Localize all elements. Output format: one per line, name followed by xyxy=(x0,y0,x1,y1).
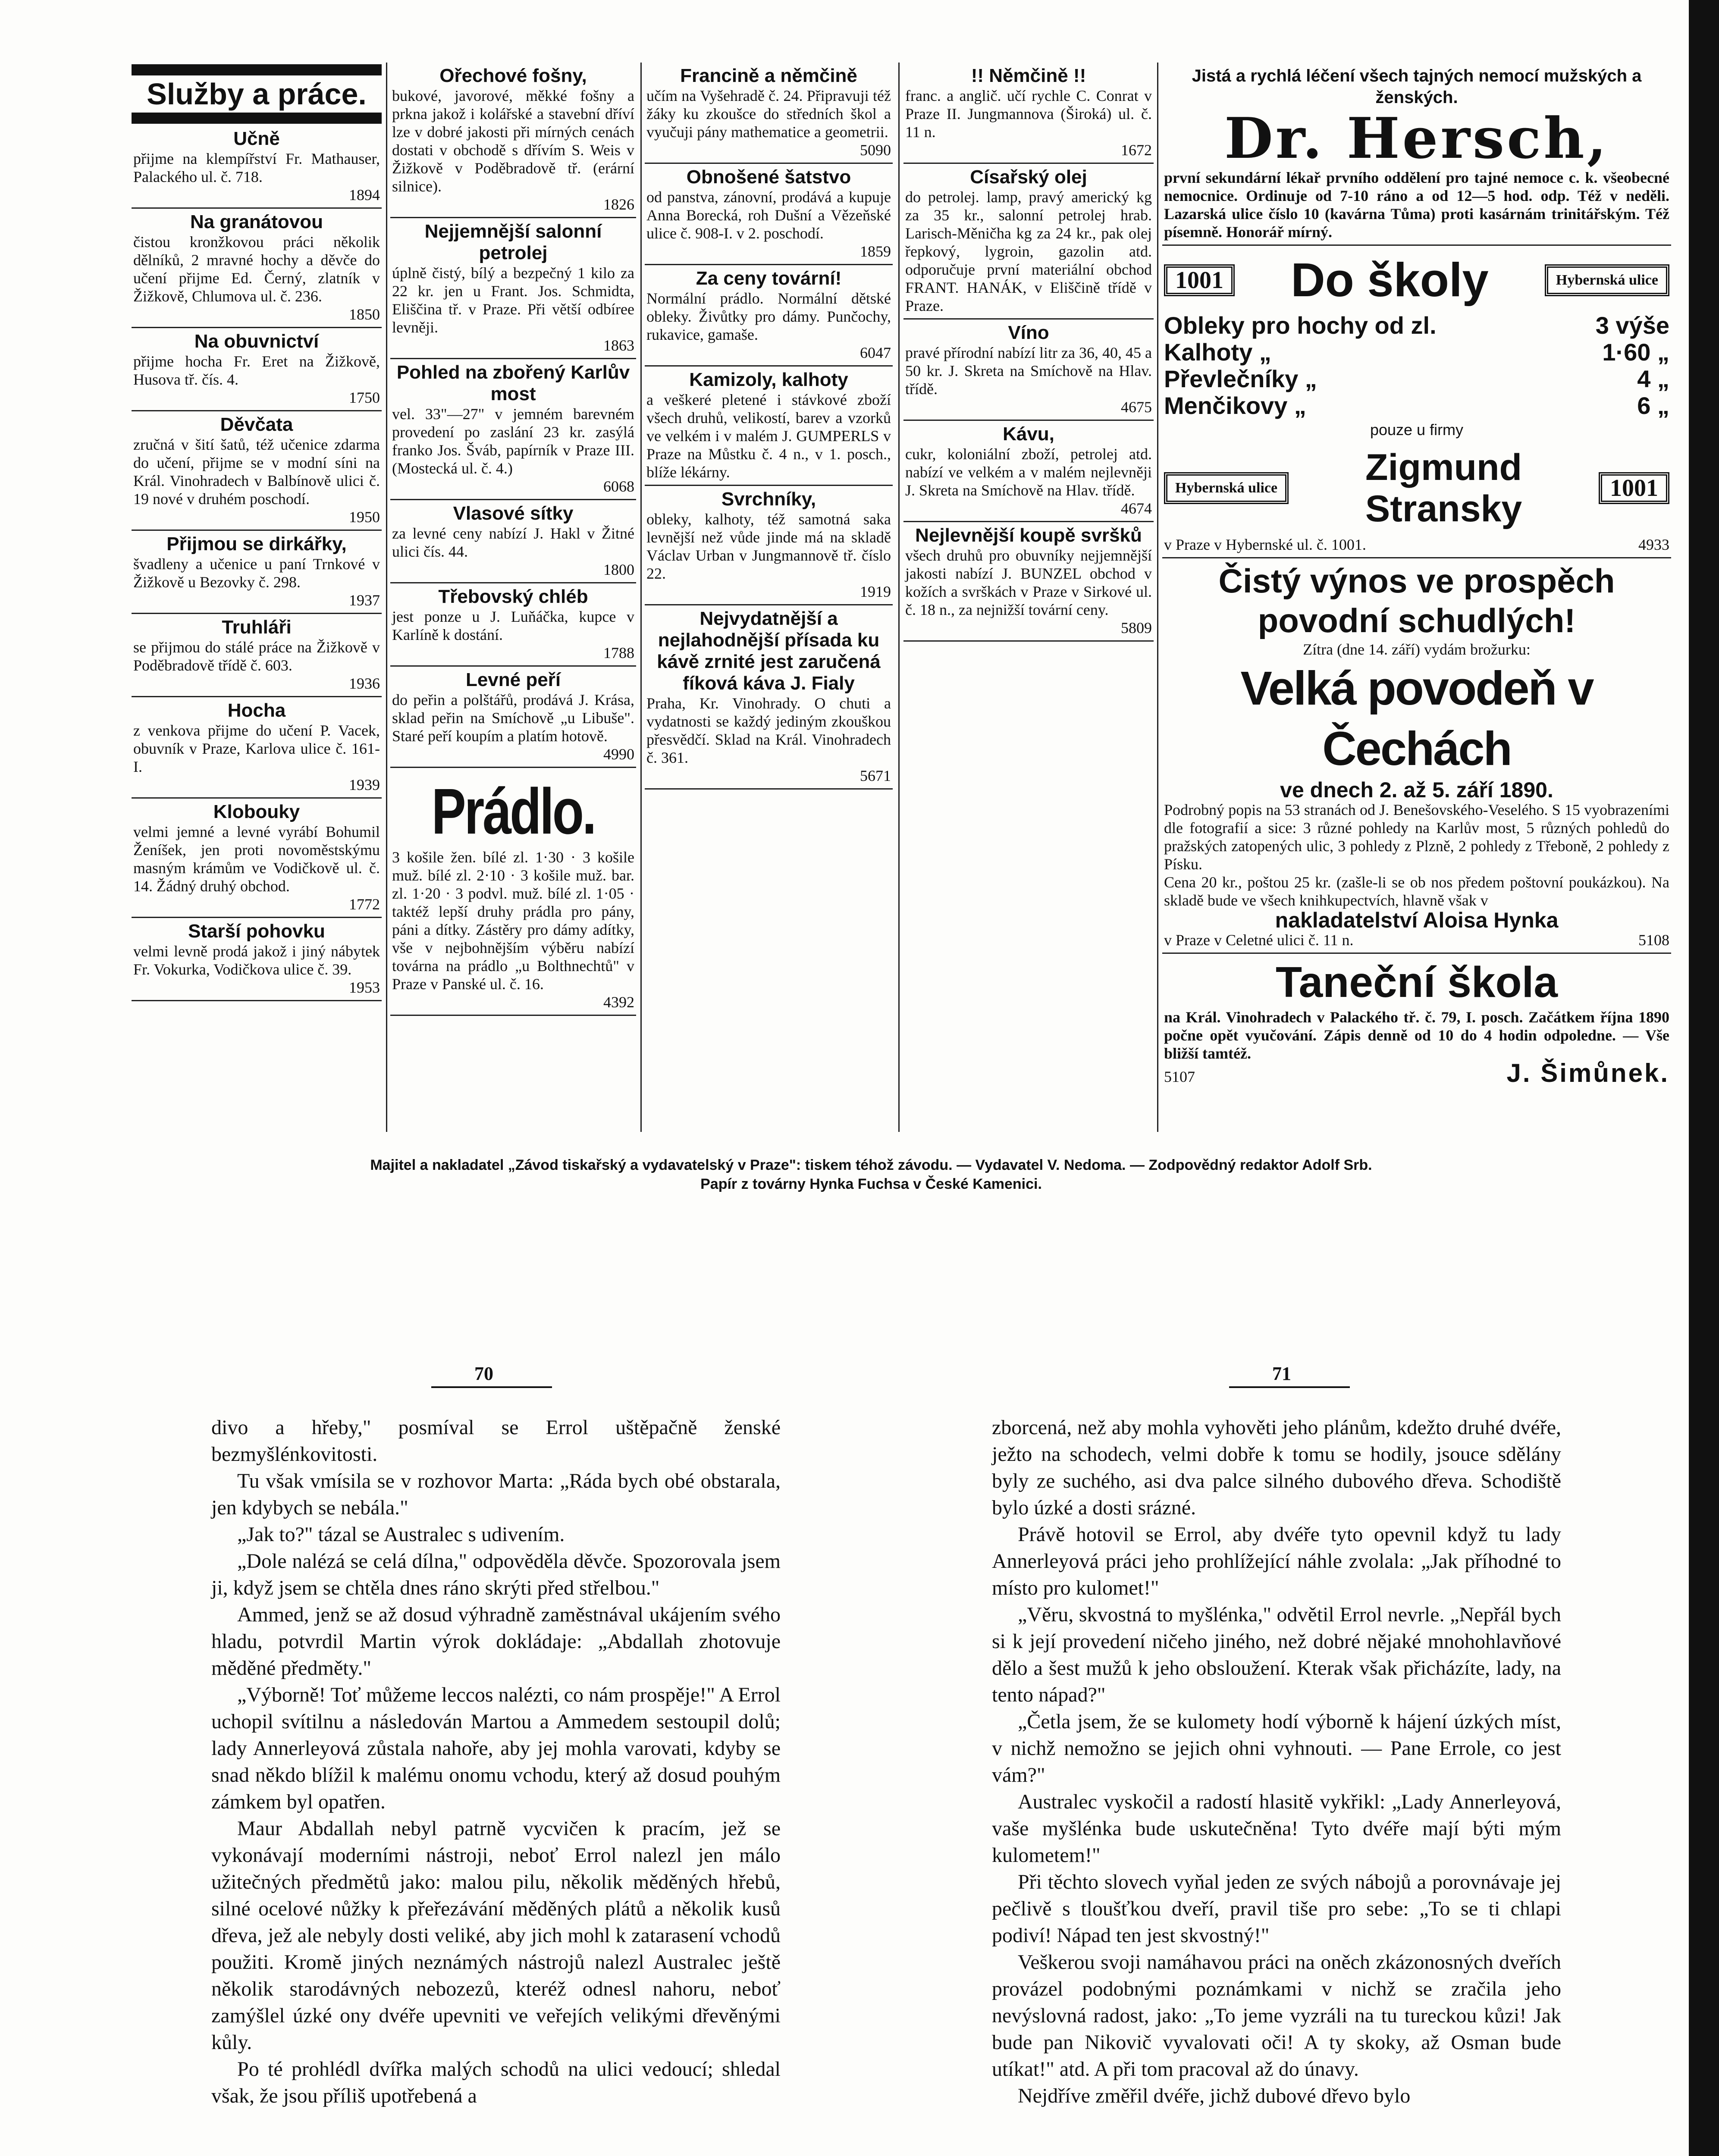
ad-headline: Truhláři xyxy=(222,617,292,638)
ad-column-4 xyxy=(903,63,1154,1132)
ad-school-box-left: 1001 xyxy=(1164,264,1235,296)
ad-body-text: do petrolej. lamp, pravý americký kg za 35 kr., salonní petrolej hrab. Larisch-Měničha kg za 24 kr., pak olej řepkový, lygroin, gazolin atd. odporučuje první materiální obchod FRANT. HANÁK, v Eliščině třídě v Praze. xyxy=(905,188,1152,314)
ad-school xyxy=(1162,246,1671,558)
ad-number: 1859 xyxy=(860,243,891,260)
ad-flood-publisher: nakladatelství Aloisa Hynka xyxy=(1275,908,1559,932)
ad-item xyxy=(645,164,893,265)
ad-item xyxy=(132,411,382,531)
ad-number: 1919 xyxy=(860,583,891,600)
ad-headline: Svrchníky, xyxy=(721,489,816,510)
ad-dance-title: Taneční škola xyxy=(1276,958,1558,1006)
ad-headline: Děvčata xyxy=(220,414,293,435)
ad-item xyxy=(390,218,636,359)
ad-headline: Na granátovou xyxy=(190,211,323,232)
ad-number: 5671 xyxy=(860,767,891,784)
ad-headline: Přijmou se dirkářky, xyxy=(166,533,347,555)
story-paragraph: Po té prohlédl dvířka malých schodů na ulici vedoucí; shledal však, že jsou příliš upotřebená a xyxy=(211,2058,781,2107)
ad-headline: Třebovský chléb xyxy=(438,586,588,607)
ad-headline: Klobouky xyxy=(213,801,300,822)
story-column-left xyxy=(211,1414,781,2109)
ad-firm-box-right: 1001 xyxy=(1599,472,1669,504)
ad-headline: Na obuvnictví xyxy=(194,331,319,352)
ad-body-text: za levné ceny nabízí J. Hakl v Žitné ulici čís. 44. xyxy=(392,525,634,560)
price-row xyxy=(1164,312,1669,339)
ad-item xyxy=(132,209,382,328)
column-rule xyxy=(640,63,642,1132)
ad-body-text: cukr, koloniální zboží, petrolej atd. nabízí ve velkém a v malém nejlevněji J. Skreta na Smíchově na Hlav. třídě. xyxy=(905,445,1152,499)
ad-item xyxy=(645,63,893,164)
ad-body-text: Praha, Kr. Vinohrady. O chuti a vydatnosti se každý jediným zkouškou přesvědčí. Sklad na Král. Vinohradech č. 361. xyxy=(646,695,891,766)
ad-item xyxy=(132,328,382,411)
ad-item xyxy=(132,614,382,697)
ad-number: 1800 xyxy=(603,561,634,578)
ad-headline: Levné peří xyxy=(465,669,561,690)
ad-body-text: úplně čistý, bílý a bezpečný 1 kilo za 22 kr. jen u Frant. Jos. Schmidta, Eliščina tř. v Praze. Při větší odbíree levněji. xyxy=(392,264,634,336)
ad-hersch-intro: Jistá a rychlá léčení všech tajných nemocí mužských a ženských. xyxy=(1192,66,1642,107)
ad-number: 1826 xyxy=(603,196,634,213)
ad-column-2 xyxy=(390,63,636,1132)
ad-item xyxy=(390,359,636,500)
ad-number: 6068 xyxy=(603,478,634,495)
ad-column-5 xyxy=(1162,63,1671,1132)
ad-body-text: od panstva, zánovní, prodává a kupuje Anna Borecká, roh Dušní a Vězeňské ulice č. 908-I. v 2. poschodí. xyxy=(646,188,891,242)
ad-body-text: franc. a anglič. učí rychle C. Conrat v Praze II. Jungmannova (Široká) ul. č. 11 n. xyxy=(905,87,1152,141)
ad-hersch-text: první sekundární lékař prvního oddělení pro tajné nemoce c. k. všeobecné nemocnice. Ordinuje od 7-10 ráno a od 12—5 hod. odp. Též v neděli. Lazarská ulice číslo 10 (kavárna Tůma) proti kasárnám trinitářským. Též písemně. Honorář mírný. xyxy=(1164,169,1669,241)
ad-body-text: do peřin a polštářů, prodává J. Krása, sklad peřin na Smíchově „u Libuše". Staré peří koupím a platím hotově. xyxy=(392,691,634,745)
ad-headline: Francině a němčině xyxy=(680,65,857,86)
page-number-rule xyxy=(1229,1386,1350,1388)
column-rule xyxy=(898,63,900,1132)
ad-firm-number: 4933 xyxy=(1638,536,1669,553)
ad-number: 1936 xyxy=(349,675,380,692)
page-number-left: 70 xyxy=(474,1363,493,1384)
ad-headline: Hocha xyxy=(227,700,286,721)
story-paragraph: Nejdříve změřil dvéře, jichž dubové dřevo bylo xyxy=(1018,2084,1411,2107)
ad-body-text: z venkova přijme do učení P. Vacek, obuvník v Praze, Karlova ulice č. 161-I. xyxy=(133,722,380,775)
ad-item xyxy=(132,697,382,799)
ad-number: 1850 xyxy=(349,306,380,323)
ad-number: 1953 xyxy=(349,979,380,996)
ad-item xyxy=(390,583,636,667)
ad-dance-school xyxy=(1162,954,1671,1089)
ad-item xyxy=(132,918,382,1001)
ad-hersch-name: Dr. Hersch, xyxy=(1224,105,1609,171)
ad-flood-price: Cena 20 kr., poštou 25 kr. (zašle-li se ob nos předem poštovní poukázkou). Na skladě bude ve všech knihkupectvích, hlavně však v xyxy=(1164,874,1669,909)
ad-headline: Za ceny tovární! xyxy=(696,268,842,289)
ad-item xyxy=(390,63,636,218)
ad-body-text: se přijmou do stálé práce na Žižkově v Poděbradově třídě č. 603. xyxy=(133,639,380,674)
ad-body-text: vel. 33"—27" v jemném barevném provedení po zaslání 23 kr. zasýlá franko Jos. Šváb, papírník v Praze III. (Mostecká ul. č. 4.) xyxy=(392,405,634,477)
ad-school-price-list xyxy=(1164,312,1669,419)
ad-body-text: přijme na klempířství Fr. Mathauser, Palackého ul. č. 718. xyxy=(133,150,380,185)
ad-number: 4674 xyxy=(1121,500,1152,517)
ad-number: 1772 xyxy=(349,896,380,913)
ad-headline: Kamizoly, kalhoty xyxy=(689,369,848,390)
story-paragraph: „Věru, skvostná to myšlénka," odvětil Errol nevrle. „Nepřál bych si k její provedení ničeho jiného, než dobré nějaké mnohohlavňové dělo a šest mužů k jeho obsloužení. Kterak však přicházíte, lady, na tento nápad?" xyxy=(992,1603,1561,1706)
ad-school-title: Do školy xyxy=(1291,254,1489,307)
price-label: Převlečníky „ xyxy=(1164,365,1317,392)
ad-flood-intro: Zítra (dne 14. září) vydám brožurku: xyxy=(1303,641,1531,658)
ad-headline: Ořechové fošny, xyxy=(439,65,587,86)
ad-dance-name: J. Šimůnek. xyxy=(1506,1059,1669,1087)
ad-headline: !! Němčině !! xyxy=(971,65,1086,86)
ad-item xyxy=(132,125,382,209)
ad-item xyxy=(390,500,636,583)
divider xyxy=(132,113,382,124)
price-value: 3 výše xyxy=(1595,312,1669,339)
ad-headline: Pohled na zbořený Karlův most xyxy=(396,362,630,404)
ad-item xyxy=(645,367,893,486)
ad-flood-text: Podrobný popis na 53 stranách od J. Benešovského-Veselého. S 15 vyobrazeními dle fotografií a sice: 3 různé pohledy na Karlův most, 5 různých pohledů do pražských zatopených ulic, 3 pohledy z Plzně, 2 pohledy z Třeboně, 2 pohledy z Písku. xyxy=(1164,801,1669,873)
price-label: Obleky pro hochy od zl. xyxy=(1164,312,1437,339)
ad-flood-title: Čistý výnos ve prospěch povodní schudlých! xyxy=(1218,562,1615,639)
ad-headline: Starší pohovku xyxy=(188,921,325,942)
ad-number: 6047 xyxy=(860,344,891,361)
ad-number: 1863 xyxy=(603,337,634,354)
ad-number: 1750 xyxy=(349,389,380,406)
ad-number: 5090 xyxy=(860,141,891,159)
ad-dance-number: 5107 xyxy=(1164,1068,1195,1085)
ad-body-text: bukové, javorové, měkké fošny a prkna jakož i kolářské a stavební dříví lze v dobré jakosti při mírných cenách dostati v obchodě s dřívím S. Weis v Žižkově v Poděbradově tř. (erární silnice). xyxy=(392,87,634,195)
ad-body-text: velmi jemné a levné vyrábí Bohumil Ženíšek, jen proti novoměstskýmu masným krámům ve Vodičkově ul. č. 14. Žádný druhý obchod. xyxy=(133,823,380,895)
ad-headline: Vlasové sítky xyxy=(453,503,574,524)
story-paragraph: Veškerou svoji namáhavou práci na oněch zkázonosných dveřích provázel podobnými poznámkami v nichž se zračila jeho nevýslovná radost, jako: „To jeme vyzráli na tu tureckou kůzi! Jak bude pan Nikovič vyvalovati oči! A ty skoky, až Osman bude utíkat!" atd. A při tom pracoval až do únavy. xyxy=(992,1951,1561,2081)
scan-edge xyxy=(1689,0,1719,2156)
ad-number: 1950 xyxy=(349,508,380,526)
ad-body-text: učím na Vyšehradě č. 24. Připravuji též žáky ku zkoušce do středních škol a vyučuji pány mathematice a geometrii. xyxy=(646,87,891,141)
ad-school-firm-note: pouze u firmy xyxy=(1370,421,1464,439)
ad-number: 1672 xyxy=(1121,141,1152,159)
ad-body-text: přijme hocha Fr. Eret na Žižkově, Husova tř. čís. 4. xyxy=(133,353,380,388)
ad-school-box-right: Hybernská ulice xyxy=(1545,264,1669,296)
ad-item xyxy=(903,63,1154,164)
ad-flood-publisher-address: v Praze v Celetné ulici č. 11 n. xyxy=(1164,931,1354,949)
imprint-line: Papír z továrny Hynka Fuchsa v České Kamenici. xyxy=(700,1176,1042,1192)
ad-body-text: zručná v šití šatů, též učenice zdarma do učení, přijme se v modní síni na Král. Vinohradech v Balbínově ulici č. 19 nové v druhém poschodí. xyxy=(133,436,380,508)
ad-headline: Nejvydatnější a nejlahodnější přísada ku kávě zrnité jest zaručená fíková káva J. Fialy xyxy=(657,608,881,694)
ad-item xyxy=(903,421,1154,522)
story-paragraph: Tu však vmísila se v rozhovor Marta: „Ráda bych obé obstarala, jen kdybych se nebála." xyxy=(211,1470,781,1519)
imprint xyxy=(181,1156,1561,1194)
story-paragraph: Při těchto slovech vyňal jeden ze svých nábojů a porovnávaje jej pečlivě s tloušťkou dveří, pravil tiše pro sebe: „To se ti chlapi podiví! Nápad ten jest skvostný!" xyxy=(992,1871,1561,1947)
price-value: 4 „ xyxy=(1637,365,1669,392)
section-title: Služby a práce. xyxy=(147,77,367,111)
ad-headline: Kávu, xyxy=(1003,423,1054,445)
column-rule xyxy=(1157,63,1158,1132)
ad-headline: Učně xyxy=(233,128,280,149)
ad-column-3 xyxy=(645,63,893,1132)
ad-headline: Prádlo. xyxy=(431,775,595,848)
ad-dance-text: na Král. Vinohradech v Palackého tř. č. 79, I. posch. Začátkem října 1890 počne opět vyučování. Zápis denně od 10 do 4 hodin odpoledne. — Vše bližší tamtéž. xyxy=(1164,1009,1669,1062)
ad-headline: Císařský olej xyxy=(970,166,1087,188)
imprint-line: Majitel a nakladatel „Závod tiskařský a vydavatelský v Praze": tiskem téhož závodu. — Vydavatel V. Nedoma. — Zodpovědný redaktor Adolf Srb. xyxy=(370,1157,1372,1173)
ad-headline: Nejlevnější koupě svršků xyxy=(915,525,1142,546)
ad-item xyxy=(645,486,893,605)
ad-number: 1788 xyxy=(603,644,634,661)
ad-flood-number: 5108 xyxy=(1638,931,1669,949)
ad-column-1 xyxy=(132,63,382,1132)
ad-item xyxy=(645,605,893,790)
ad-flood-dates: ve dnech 2. až 5. září 1890. xyxy=(1280,778,1553,802)
story-column-right xyxy=(992,1414,1561,2109)
price-label: Kalhoty „ xyxy=(1164,338,1271,366)
ad-item xyxy=(390,768,636,1016)
ad-body-text: a veškeré pletené i stávkové zboží všech druhů, velikostí, barev a vzorků ve velkém i v malém J. GUMPERLS v Praze na Můstku č. 4 n., v 1. posch., blíže lékárny. xyxy=(646,391,891,481)
page-number-right: 71 xyxy=(1272,1363,1291,1384)
story-paragraph: zborcená, než aby mohla vyhověti jeho plánům, kdežto druhé dvéře, ježto na schodech, velmi dobře k tomu se hodily, jsouce sdělány byly ze suchého, asi dva palce silného dubového dřeva. Schodiště bylo úzké a dosti srázné. xyxy=(992,1416,1561,1519)
advertisement-section xyxy=(132,63,1671,1132)
ad-body-text: Normální prádlo. Normální dětské obleky. Živůtky pro dámy. Punčochy, rukavice, gamaše. xyxy=(646,290,891,343)
ad-flood xyxy=(1162,558,1671,954)
ad-body-text: všech druhů pro obuvníky nejjemnější jakosti nabízí J. BUNZEL obchod v kožích a svrškách v Praze v Sirkové ul. č. 18 n., za nejnižší tovární ceny. xyxy=(905,547,1152,618)
story-paragraph: „Výborně! Toť můžeme leccos nalézti, co nám prospěje!" A Errol uchopil svítilnu a následován Martou a Ammedem sestoupil dolů; lady Annerleyová zůstala nahoře, aby jej mohla varovati, kdyby se snad někdo blížil k malému onomu vchodu, který až dosud pouhým zámkem byl opatřen. xyxy=(211,1683,781,1813)
ad-body-text: jest ponze u J. Luňáčka, kupce v Karlíně k dostání. xyxy=(392,608,634,643)
ad-item xyxy=(903,522,1154,642)
ad-number: 1939 xyxy=(349,776,380,793)
story-paragraph: divo a hřeby," posmíval se Errol uštěpačně ženské bezmyšlénkovitosti. xyxy=(211,1416,781,1466)
ad-item xyxy=(645,265,893,367)
ad-item xyxy=(132,531,382,614)
page-number-rule xyxy=(431,1386,552,1388)
story-paragraph: „Jak to?" tázal se Australec s udivením. xyxy=(237,1523,565,1546)
price-row xyxy=(1164,366,1669,392)
ad-number: 4675 xyxy=(1121,398,1152,416)
story-paragraph: Právě hotovil se Errol, aby dvéře tyto opevnil když tu lady Annerleyová práci jeho prohlížející náhle zvolala: „Jak příhodné to místo pro kulomet!" xyxy=(992,1523,1561,1599)
ad-body-text: švadleny a učenice u paní Trnkové v Žižkově u Bezovky č. 298. xyxy=(133,555,380,591)
ad-headline: Obnošené šatstvo xyxy=(686,166,851,188)
story-paragraph: Maur Abdallah nebyl patrně vycvičen k pracím, jež se vykonávají moderními nástroji, neboť Errol nalezl jen málo užitečných předmětů jako: malou pilu, několik měděných hřebů, silné ocelové nůžky k přeřezávání měděných plátů a několik kusů dřeva, jež ale nebyly dosti veliké, aby jich mohl k zatarasení vchodů použiti. Kromě jiných neznámých nástrojů nalezl Australec ještě několik starodávných nebozezů, kteréž odnesl nahoru, neboť zamýšlel úzké ony dvéře upevniti ve veřejích velikými dřevěnými kůly. xyxy=(211,1817,781,2054)
ad-number: 1894 xyxy=(349,186,380,204)
column-rule xyxy=(386,63,387,1132)
price-row xyxy=(1164,392,1669,419)
ad-item xyxy=(390,667,636,768)
story-paragraph: „Četla jsem, že se kulomety hodí výborně k hájení úzkých míst, v nichž nemožno se jejich ohni vyhnouti. — Pane Errole, co jest vám?" xyxy=(992,1710,1561,1786)
ad-headline: Nejjemnější salonní petrolej xyxy=(424,221,602,263)
story-paragraph: „Dole nalézá se celá dílna," odpověděla děvče. Spozorovala jsem ji, když jsem se chtěla dnes ráno skrýti před střelbou." xyxy=(211,1550,781,1599)
price-label: Menčikovy „ xyxy=(1164,392,1306,419)
ad-number: 1937 xyxy=(349,592,380,609)
ad-body-text: čistou kronžkovou práci několik dělníků, 2 mravné hochy a děvče do učení přijme Ed. Černý, zlatník v Žižkově, Chlumova ul. č. 236. xyxy=(133,233,380,305)
ad-number: 4392 xyxy=(603,993,634,1011)
ad-body-text: obleky, kalhoty, též samotná saka levnější než vůde jinde má na skladě Václav Urban v Jungmannově tř. číslo 22. xyxy=(646,511,891,582)
divider xyxy=(132,64,382,75)
ad-item xyxy=(903,164,1154,320)
price-value: 1·60 „ xyxy=(1602,338,1669,366)
ad-item xyxy=(132,799,382,918)
ad-headline: Víno xyxy=(1008,322,1049,343)
story-paragraph: Ammed, jenž se až dosud výhradně zaměstnával ukájením svého hladu, potvrdil Martin výrok dokládaje: „Abdallah zhotovuje měděné předměty." xyxy=(211,1603,781,1680)
ad-number: 4990 xyxy=(603,746,634,763)
ad-body-text: 3 košile žen. bílé zl. 1·30 · 3 košile muž. bílé zl. 2·10 · 3 košile muž. bar. zl. 1·20 · 3 podvl. muž. bílé zl. 1·05 · taktéž lepší druhy prádla pro pány, páni a dítky. Zástěry pro dámy adítky, vše v nejbohnějším výběru nabízí továrna na prádlo „u Bolthnechtů" v Praze v Panské ul. č. 16. xyxy=(392,849,634,993)
ad-hersch xyxy=(1162,63,1671,246)
price-value: 6 „ xyxy=(1637,392,1669,419)
ad-flood-headline: Velká povodeň v Čechách xyxy=(1240,662,1593,775)
story-paragraph: Australec vyskočil a radostí hlasitě vykřikl: „Lady Annerleyová, vaše myšlénka bude uskutečněna! Tyto dvéře mají býti mým kulometem!" xyxy=(992,1790,1561,1867)
ad-number: 5809 xyxy=(1121,619,1152,636)
ad-body-text: pravé přírodní nabízí litr za 36, 40, 45 a 50 kr. J. Skreta na Smíchově na Hlav. třídě. xyxy=(905,344,1152,398)
ad-firm-box-left: Hybernská ulice xyxy=(1164,472,1289,504)
ad-firm-address: v Praze v Hybernské ul. č. 1001. xyxy=(1164,536,1366,553)
ad-item xyxy=(903,320,1154,421)
price-row xyxy=(1164,339,1669,366)
ad-body-text: velmi levně prodá jakož i jiný nábytek Fr. Vokurka, Vodičkova ulice č. 39. xyxy=(133,943,380,978)
ad-firm-name: Zigmund Stransky xyxy=(1365,447,1522,530)
